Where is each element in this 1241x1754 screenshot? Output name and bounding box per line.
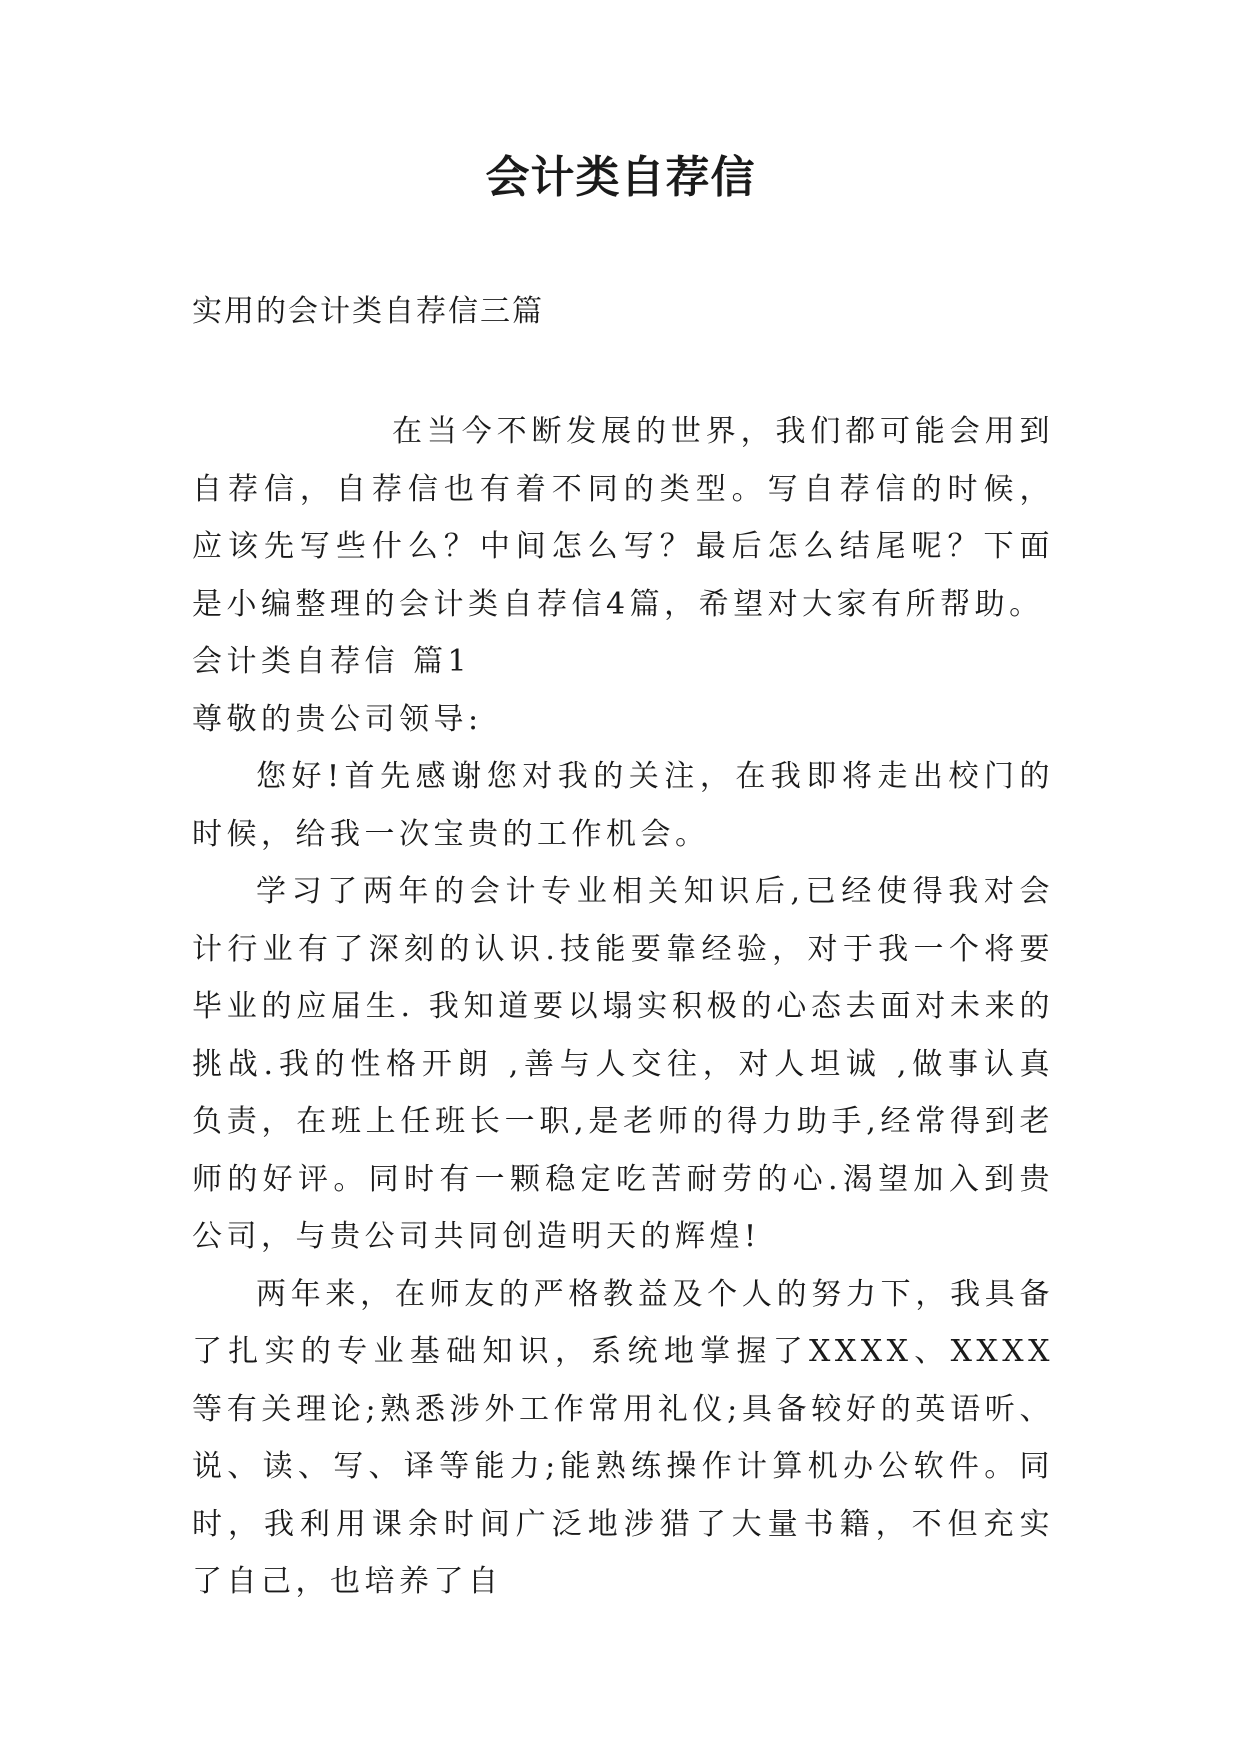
intro-paragraph: 在当今不断发展的世界，我们都可能会用到自荐信，自荐信也有着不同的类型。写自荐信的时候，应该先写些什么？中间怎么写？最后怎么结尾呢？下面是小编整理的会计类自荐信4篇，希望对大家有所帮助。	[192, 414, 1054, 622]
section-heading: 会计类自荐信 篇1	[192, 644, 472, 679]
body-paragraph: 学习了两年的会计专业相关知识后,已经使得我对会计行业有了深刻的认识.技能要靠经验，对于我一个将要毕业的应届生. 我知道要以塌实积极的心态去面对未来的挑战.我的性格开朗 ,善与人交往，对人坦诚 ,做事认真负责，在班上任班长一职,是老师的得力助手,经常得到老师的好评。同时有一颗稳定吃苦耐劳的心.渴望加入到贵公司，与贵公司共同创造明天的辉煌!	[192, 874, 1054, 1254]
body-paragraph: 两年来，在师友的严格教益及个人的努力下，我具备了扎实的专业基础知识，系统地掌握了XXXX、XXXX等有关理论;熟悉涉外工作常用礼仪;具备较好的英语听、说、读、写、译等能力;能熟练操作计算机办公软件。同时，我利用课余时间广泛地涉猎了大量书籍，不但充实了自己，也培养了自	[192, 1276, 1054, 1599]
salutation: 尊敬的贵公司领导:	[192, 701, 483, 737]
document-body	[192, 403, 1054, 1611]
body-paragraph: 您好!首先感谢您对我的关注，在我即将走出校门的时候，给我一次宝贵的工作机会。	[192, 759, 1054, 852]
document-subtitle: 实用的会计类自荐信三篇	[192, 294, 544, 329]
document-title: 会计类自荐信	[485, 152, 756, 203]
